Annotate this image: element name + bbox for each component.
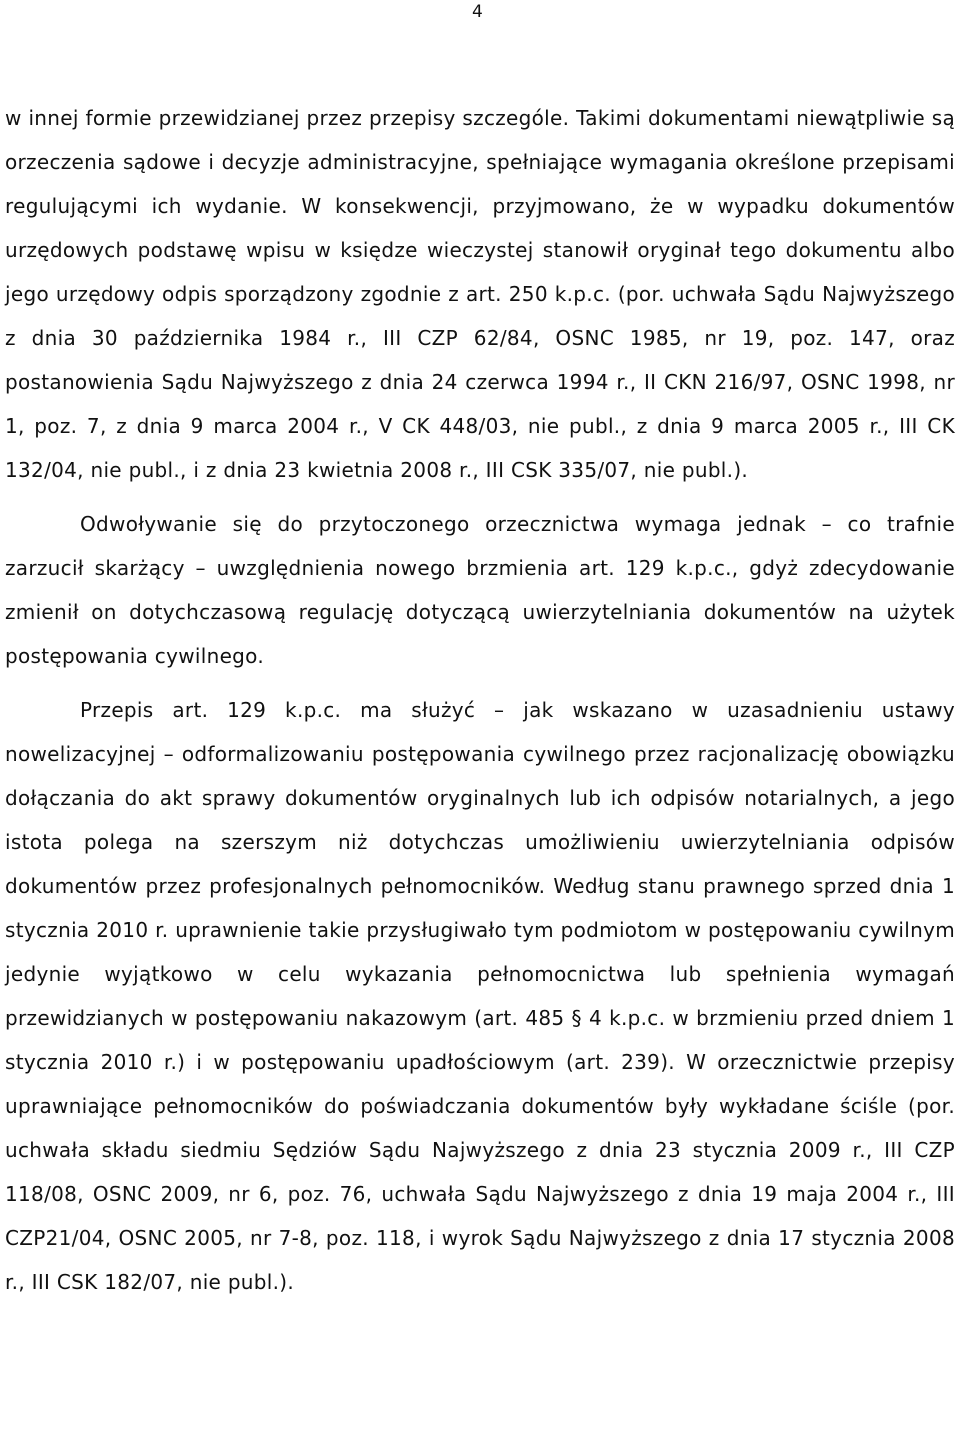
page-number: 4 bbox=[472, 2, 483, 22]
document-body bbox=[5, 96, 955, 1304]
paragraph-2: Odwoływanie się do przytoczonego orzecznictwa wymaga jednak – co trafnie zarzucił skarżący – uwzględnienia nowego brzmienia art. 129 k.p.c., gdyż zdecydowanie zmienił on dotychczasową regulację dotyczącą uwierzytelniania dokumentów na użytek postępowania cywilnego. bbox=[5, 512, 955, 668]
paragraph-3: Przepis art. 129 k.p.c. ma służyć – jak wskazano w uzasadnieniu ustawy nowelizacyjnej – odformalizowaniu postępowania cywilnego przez racjonalizację obowiązku dołączania do akt sprawy dokumentów oryginalnych lub ich odpisów notarialnych, a jego istota polega na szerszym niż dotychczas umożliwieniu uwierzytelniania odpisów dokumentów przez profesjonalnych pełnomocników. Według stanu prawnego sprzed dnia 1 stycznia 2010 r. uprawnienie takie przysługiwało tym podmiotom w postępowaniu cywilnym jedynie wyjątkowo w celu wykazania pełnomocnictwa lub spełnienia wymagań przewidzianych w postępowaniu nakazowym (art. 485 § 4 k.p.c. w brzmieniu przed dniem 1 stycznia 2010 r.) i w postępowaniu upadłościowym (art. 239). W orzecznictwie przepisy uprawniające pełnomocników do poświadczania dokumentów były wykładane ściśle (por. uchwała składu siedmiu Sędziów Sądu Najwyższego z dnia 23 stycznia 2009 r., III CZP 118/08, OSNC 2009, nr 6, poz. 76, uchwała Sądu Najwyższego z dnia 19 maja 2004 r., III CZP21/04, OSNC 2005, nr 7-8, poz. 118, i wyrok Sądu Najwyższego z dnia 17 stycznia 2008 r., III CSK 182/07, nie publ.). bbox=[5, 698, 955, 1294]
paragraph-1: w innej formie przewidzianej przez przepisy szczególe. Takimi dokumentami niewątpliwie są orzeczenia sądowe i decyzje administracyjne, spełniające wymagania określone przepisami regulującymi ich wydanie. W konsekwencji, przyjmowano, że w wypadku dokumentów urzędowych podstawę wpisu w księdze wieczystej stanowił oryginał tego dokumentu albo jego urzędowy odpis sporządzony zgodnie z art. 250 k.p.c. (por. uchwała Sądu Najwyższego z dnia 30 października 1984 r., III CZP 62/84, OSNC 1985, nr 19, poz. 147, oraz postanowienia Sądu Najwyższego z dnia 24 czerwca 1994 r., II CKN 216/97, OSNC 1998, nr 1, poz. 7, z dnia 9 marca 2004 r., V CK 448/03, nie publ., z dnia 9 marca 2005 r., III CK 132/04, nie publ., i z dnia 23 kwietnia 2008 r., III CSK 335/07, nie publ.). bbox=[5, 106, 955, 482]
